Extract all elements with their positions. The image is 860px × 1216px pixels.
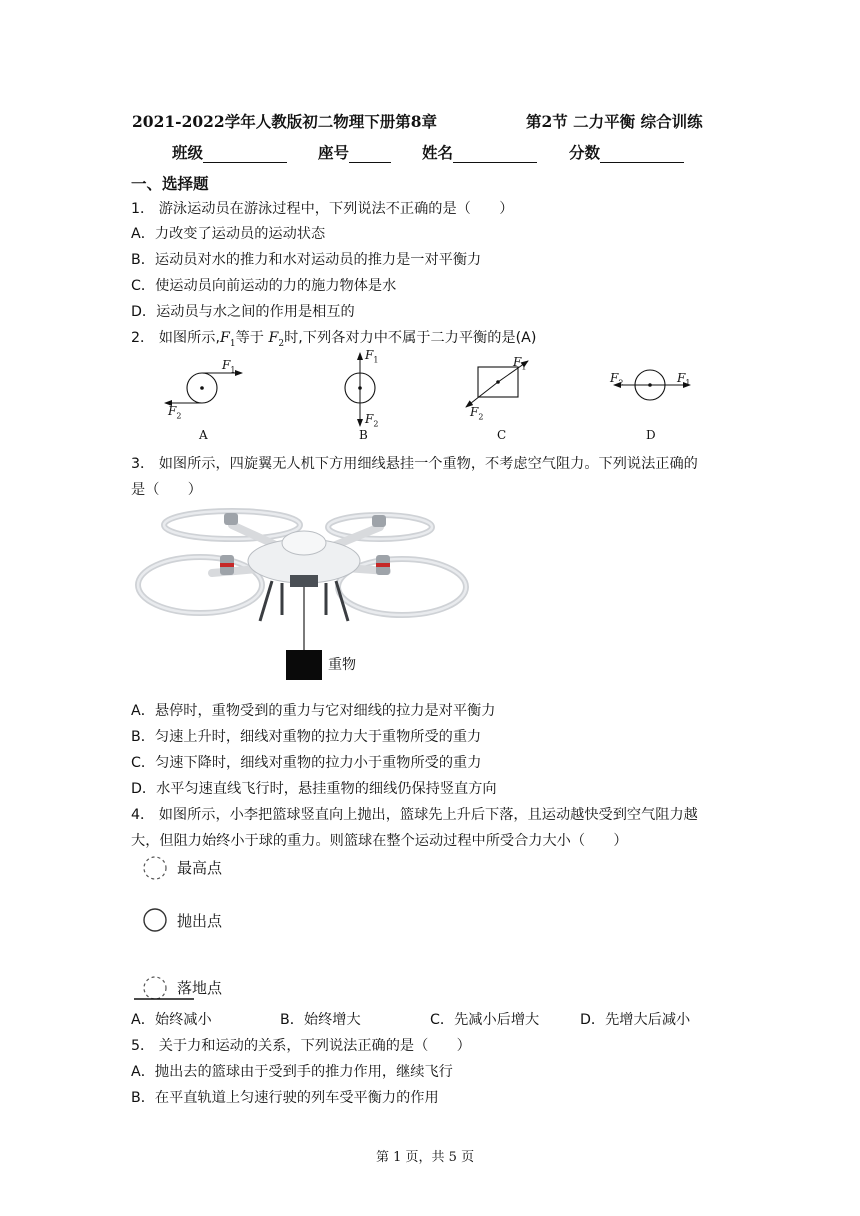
q2-label-d: D <box>646 428 656 442</box>
q2-label-b: B <box>359 428 368 442</box>
q2-c-f1: $F_1$ <box>513 355 527 372</box>
weight-label: 重物 <box>328 657 356 673</box>
q2-b-f1: $F_1$ <box>365 348 379 365</box>
q2-a-f2: $F_2$ <box>168 404 182 421</box>
name-blank <box>453 148 537 163</box>
q4-option-b: B．始终增大 <box>280 1012 361 1028</box>
q3-option-d: D．水平匀速直线飞行时，悬挂重物的细线仍保持竖直方向 <box>131 781 497 797</box>
q4-stem-line1: 4． 如图所示，小李把篮球竖直向上抛出，篮球先上升后下落，且运动越快受到空气阻力越 <box>131 807 698 823</box>
q2-f1-sub: 1 <box>229 338 236 349</box>
drone-illustration <box>132 503 477 683</box>
label-throw-point: 抛出点 <box>177 912 223 930</box>
class-field <box>172 141 287 163</box>
q2-stem-prefix: 2． 如图所示, <box>131 330 220 346</box>
label-highest-point: 最高点 <box>177 859 223 877</box>
q2-mid: 等于 <box>235 330 264 346</box>
q1-option-b: B．运动员对水的推力和水对运动员的推力是一对平衡力 <box>131 252 482 268</box>
section-title: 一、选择题 <box>131 175 209 193</box>
seat-field <box>318 141 391 163</box>
q4-option-d: D．先增大后减小 <box>580 1012 691 1028</box>
q5-option-a: A．抛出去的篮球由于受到手的推力作用，继续飞行 <box>131 1064 453 1080</box>
q1-stem: 1． 游泳运动员在游泳过程中，下列说法不正确的是（ ） <box>131 201 514 217</box>
seat-label: 座号 <box>318 143 350 162</box>
q2-d-f1: $F_1$ <box>677 371 691 388</box>
class-blank <box>203 148 287 163</box>
q3-option-c: C．匀速下降时，细线对重物的拉力小于重物所受的重力 <box>131 755 482 771</box>
class-label: 班级 <box>172 143 204 162</box>
q5-option-b: B．在平直轨道上匀速行驶的列车受平衡力的作用 <box>131 1090 439 1106</box>
q2-f2-sub: 2 <box>278 338 285 349</box>
seat-blank <box>349 148 391 163</box>
score-field <box>569 141 684 163</box>
q1-option-d: D．运动员与水之间的作用是相互的 <box>131 304 355 320</box>
page-footer: 第 1 页，共 5 页 <box>376 1150 475 1165</box>
q1-option-c: C．使运动员向前运动的力的施力物体是水 <box>131 278 397 294</box>
q2-stem-suffix: 时,下列各对力中不属于二力平衡的是(A) <box>284 330 537 346</box>
q3-stem-line1: 3． 如图所示，四旋翼无人机下方用细线悬挂一个重物，不考虑空气阻力。下列说法正确的 <box>131 456 698 472</box>
label-landing-point: 落地点 <box>177 979 223 997</box>
score-label: 分数 <box>569 143 601 162</box>
q2-label-c: C <box>497 428 507 442</box>
name-field <box>422 141 537 163</box>
q3-option-b: B．匀速上升时，细线对重物的拉力大于重物所受的重力 <box>131 729 482 745</box>
q5-stem: 5． 关于力和运动的关系，下列说法正确的是（ ） <box>131 1038 471 1054</box>
q2-b-f2: $F_2$ <box>365 412 379 429</box>
doc-title-left: 2021-2022学年人教版初二物理下册第8章 <box>132 112 437 131</box>
q2-f2: F <box>268 330 279 346</box>
q2-figure-b <box>330 350 390 430</box>
q2-d-f2: $F_2$ <box>610 371 624 388</box>
q3-stem-line2: 是（ ） <box>131 482 202 498</box>
q4-option-a: A．始终减小 <box>131 1012 212 1028</box>
q4-option-c: C．先减小后增大 <box>430 1012 540 1028</box>
q2-a-f1: $F_1$ <box>222 358 236 375</box>
q3-option-a: A．悬停时，重物受到的重力与它对细线的拉力是对平衡力 <box>131 703 496 719</box>
q1-option-a: A．力改变了运动员的运动状态 <box>131 226 326 242</box>
q4-stem-line2: 大，但阻力始终小于球的重力。则篮球在整个运动过程中所受合力大小（ ） <box>131 833 628 849</box>
name-label: 姓名 <box>422 143 454 162</box>
q2-c-f2: $F_2$ <box>470 405 484 422</box>
score-blank <box>600 148 684 163</box>
q2-label-a: A <box>199 428 208 442</box>
q2-f1: F <box>219 330 230 346</box>
doc-title-right: 第2节 二力平衡 综合训练 <box>526 112 703 131</box>
